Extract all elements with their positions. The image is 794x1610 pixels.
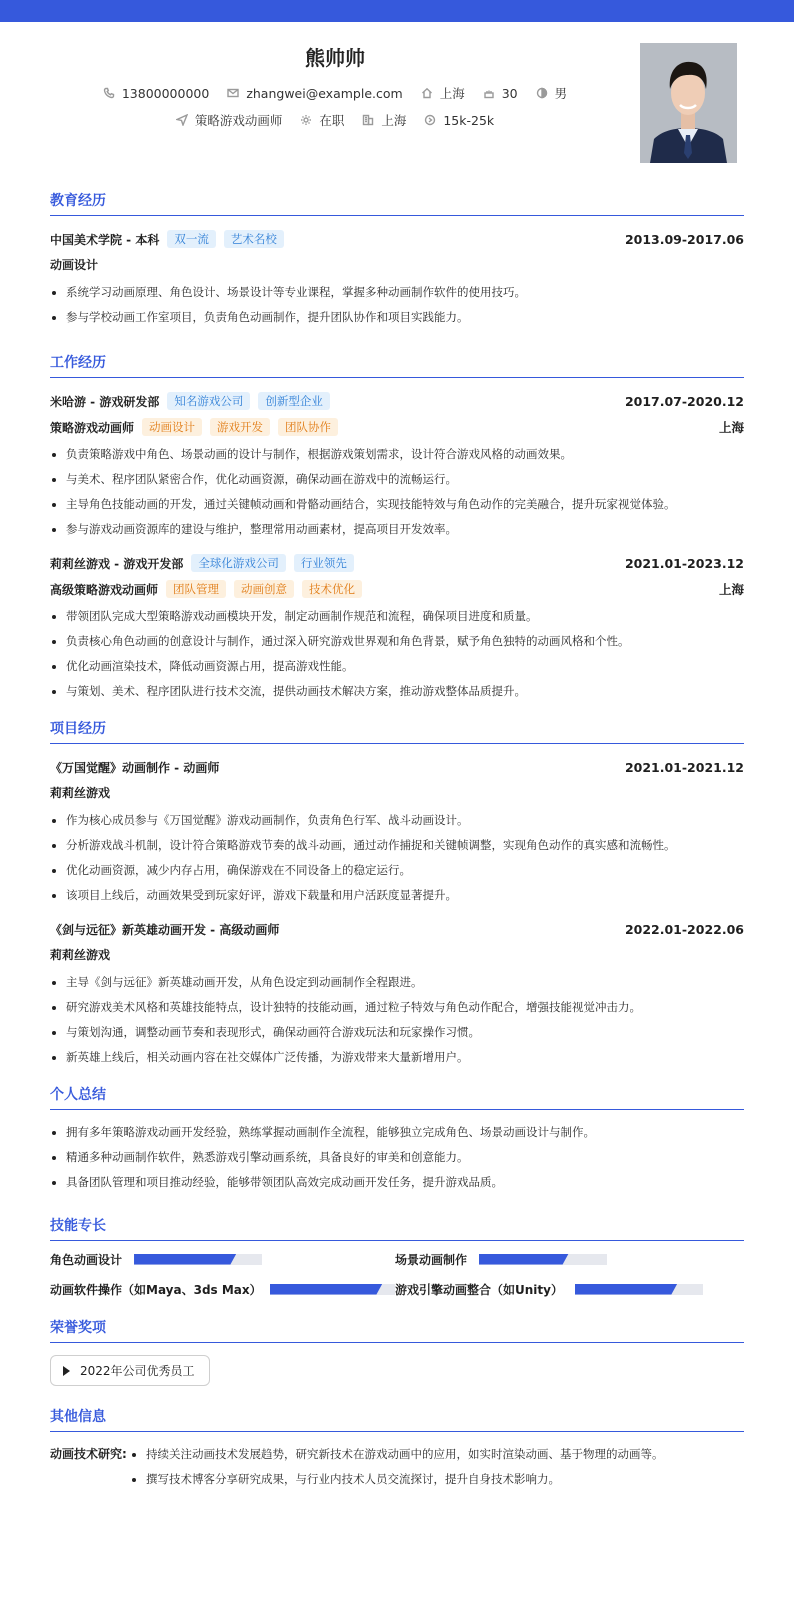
bullet-item: 主导角色技能动画的开发，通过关键帧动画和骨骼动画结合，实现技能特效与角色动作的完美融合，提升玩家视觉体验。	[50, 492, 744, 517]
summary-section	[50, 1084, 744, 1195]
location-text: 上海	[439, 86, 465, 101]
work-bullets	[50, 442, 744, 542]
bullet-item: 负责核心角色动画的创意设计与制作，通过深入研究游戏世界观和角色背景，赋予角色独特的动画风格和个性。	[50, 629, 744, 654]
play-triangle-icon	[63, 1366, 70, 1376]
target-city-info	[362, 111, 406, 129]
skill-name: 动画软件操作（如Maya、3ds Max）	[50, 1282, 262, 1297]
top-accent-bar	[0, 0, 794, 22]
role-tag: 游戏开发	[210, 418, 270, 436]
role-tag: 团队管理	[166, 580, 226, 598]
work-title: 工作经历	[50, 352, 744, 378]
skill-item	[395, 1281, 740, 1297]
school-name: 中国美术学院 - 本科	[50, 232, 160, 247]
project-entry	[50, 916, 744, 1070]
education-date: 2013.09-2017.06	[624, 231, 744, 247]
company-name: 莉莉丝游戏 - 游戏开发部	[50, 556, 184, 571]
bullet-item: 撰写技术博客分享研究成果，与行业内技术人员交流探讨，提升自身技术影响力。	[130, 1467, 664, 1492]
bullet-item: 拥有多年策略游戏动画开发经验，熟练掌握动画制作全流程，能够独立完成角色、场景动画设计与制作。	[50, 1120, 744, 1145]
bullet-item: 主导《剑与远征》新英雄动画开发，从角色设定到动画制作全程跟进。	[50, 970, 744, 995]
bullet-item: 精通多种动画制作软件，熟悉游戏引擎动画系统，具备良好的审美和创意能力。	[50, 1145, 744, 1170]
skill-bar	[479, 1254, 607, 1265]
age-info	[483, 84, 518, 102]
skill-bar	[134, 1254, 262, 1265]
work-entry	[50, 388, 744, 542]
award-item[interactable]	[50, 1355, 210, 1386]
status-info	[300, 111, 344, 129]
job-intent-row	[50, 111, 620, 129]
project-date: 2021.01-2021.12	[624, 759, 744, 775]
status-text: 在职	[319, 113, 345, 128]
other-bullets	[130, 1442, 664, 1492]
send-icon	[176, 114, 188, 126]
skill-bar-fill	[270, 1284, 383, 1295]
bullet-item: 分析游戏战斗机制，设计符合策略游戏节奏的战斗动画，通过动作捕捉和关键帧调整，实现角色动作的真实感和流畅性。	[50, 833, 744, 858]
home-icon	[421, 87, 433, 99]
work-date: 2017.07-2020.12	[624, 393, 744, 409]
work-date: 2021.01-2023.12	[624, 555, 744, 571]
role-tag: 动画设计	[142, 418, 202, 436]
location-info	[421, 84, 465, 102]
major-name: 动画设计	[50, 258, 99, 272]
target-role-text: 策略游戏动画师	[194, 113, 283, 128]
contact-row	[50, 84, 620, 102]
resume-header	[50, 22, 744, 170]
profile-photo	[640, 43, 737, 163]
bullet-item: 参与游戏动画资源库的建设与维护，整理常用动画素材，提高项目开发效率。	[50, 517, 744, 542]
company-name: 米哈游 - 游戏研发部	[50, 394, 160, 409]
awards-title: 荣誉奖项	[50, 1317, 744, 1343]
skill-bar	[575, 1284, 703, 1295]
gender-icon	[536, 87, 548, 99]
bullet-item: 与策划、美术、程序团队进行技术交流，提供动画技术解决方案，推动游戏整体品质提升。	[50, 679, 744, 704]
skill-name: 角色动画设计	[50, 1252, 123, 1267]
bullet-item: 具备团队管理和项目推动经验，能够带领团队高效完成动画开发任务，提升游戏品质。	[50, 1170, 744, 1195]
phone-text: 13800000000	[121, 85, 210, 101]
education-section	[50, 190, 744, 330]
other-title: 其他信息	[50, 1406, 744, 1432]
skills-title: 技能专长	[50, 1215, 744, 1241]
project-company: 莉莉丝游戏	[50, 786, 111, 800]
project-bullets	[50, 808, 744, 908]
company-tag: 全球化游戏公司	[191, 554, 286, 572]
skills-section	[50, 1215, 744, 1297]
gear-icon	[300, 114, 312, 126]
email-text: zhangwei@example.com	[246, 85, 403, 101]
target-city-text: 上海	[381, 113, 407, 128]
project-entry	[50, 754, 744, 908]
project-bullets	[50, 970, 744, 1070]
skill-bar-fill	[479, 1254, 569, 1265]
skill-item	[50, 1281, 395, 1297]
education-title: 教育经历	[50, 190, 744, 216]
company-tag: 创新型企业	[258, 392, 330, 410]
target-role-info	[176, 111, 283, 129]
company-tag: 知名游戏公司	[167, 392, 250, 410]
role-tag: 团队协作	[278, 418, 338, 436]
skill-bar-fill	[575, 1284, 677, 1295]
cake-icon	[483, 87, 495, 99]
role-tag: 技术优化	[302, 580, 362, 598]
role-tag: 动画创意	[234, 580, 294, 598]
work-city: 上海	[718, 420, 744, 435]
project-name: 《剑与远征》新英雄动画开发 - 高级动画师	[50, 922, 280, 937]
project-name: 《万国觉醒》动画制作 - 动画师	[50, 760, 220, 775]
skill-item	[50, 1251, 395, 1267]
bullet-item: 参与学校动画工作室项目，负责角色动画制作，提升团队协作和项目实践能力。	[50, 305, 744, 330]
projects-title: 项目经历	[50, 718, 744, 744]
awards-section	[50, 1317, 744, 1386]
bullet-item: 优化动画资源，减少内存占用，确保游戏在不同设备上的稳定运行。	[50, 858, 744, 883]
skill-bar	[270, 1284, 396, 1295]
project-company: 莉莉丝游戏	[50, 948, 111, 962]
skill-item	[395, 1251, 740, 1267]
work-city: 上海	[718, 582, 744, 597]
email-info	[227, 84, 402, 102]
gender-text: 男	[554, 86, 568, 101]
candidate-name: 熊帅帅	[305, 46, 365, 70]
bullet-item: 负责策略游戏中角色、场景动画的设计与制作，根据游戏策划需求，设计符合游戏风格的动画效果。	[50, 442, 744, 467]
bullet-item: 研究游戏美术风格和英雄技能特点，设计独特的技能动画，通过粒子特效与角色动作配合，增强技能视觉冲击力。	[50, 995, 744, 1020]
role-name: 策略游戏动画师	[50, 420, 135, 435]
skill-name: 游戏引擎动画整合（如Unity）	[395, 1282, 563, 1297]
project-date: 2022.01-2022.06	[624, 921, 744, 937]
skills-grid	[50, 1251, 744, 1297]
age-text: 30	[501, 85, 518, 101]
work-entry	[50, 550, 744, 704]
school-tag: 艺术名校	[224, 230, 284, 248]
phone-icon	[103, 87, 115, 99]
education-bullets	[50, 280, 744, 330]
bullet-item: 持续关注动画技术发展趋势，研究新技术在游戏动画中的应用，如实时渲染动画、基于物理的动画等。	[130, 1442, 664, 1467]
bullet-item: 新英雄上线后，相关动画内容在社交媒体广泛传播，为游戏带来大量新增用户。	[50, 1045, 744, 1070]
work-bullets	[50, 604, 744, 704]
phone-info	[103, 84, 209, 102]
salary-info	[424, 111, 494, 129]
coin-icon	[424, 114, 436, 126]
role-name: 高级策略游戏动画师	[50, 582, 159, 597]
bullet-item: 作为核心成员参与《万国觉醒》游戏动画制作，负责角色行军、战斗动画设计。	[50, 808, 744, 833]
building-icon	[362, 114, 374, 126]
other-section	[50, 1406, 744, 1492]
bullet-item: 系统学习动画原理、角色设计、场景设计等专业课程，掌握多种动画制作软件的使用技巧。	[50, 280, 744, 305]
award-text: 2022年公司优秀员工	[80, 1364, 195, 1378]
gender-info	[536, 84, 568, 102]
bullet-item: 该项目上线后，动画效果受到玩家好评，游戏下载量和用户活跃度显著提升。	[50, 883, 744, 908]
summary-bullets	[50, 1120, 744, 1195]
summary-title: 个人总结	[50, 1084, 744, 1110]
projects-section	[50, 718, 744, 1070]
work-section	[50, 352, 744, 704]
school-tag: 双一流	[167, 230, 216, 248]
bullet-item: 优化动画渲染技术，降低动画资源占用，提高游戏性能。	[50, 654, 744, 679]
other-label: 动画技术研究:	[50, 1447, 127, 1461]
company-tag: 行业领先	[294, 554, 354, 572]
skill-bar-fill	[134, 1254, 236, 1265]
bullet-item: 与策划沟通，调整动画节奏和表现形式，确保动画符合游戏玩法和玩家操作习惯。	[50, 1020, 744, 1045]
mail-icon	[227, 87, 239, 99]
salary-text: 15k-25k	[443, 112, 495, 128]
bullet-item: 与美术、程序团队紧密合作，优化动画资源，确保动画在游戏中的流畅运行。	[50, 467, 744, 492]
bullet-item: 带领团队完成大型策略游戏动画模块开发，制定动画制作规范和流程，确保项目进度和质量。	[50, 604, 744, 629]
skill-name: 场景动画制作	[395, 1252, 468, 1267]
